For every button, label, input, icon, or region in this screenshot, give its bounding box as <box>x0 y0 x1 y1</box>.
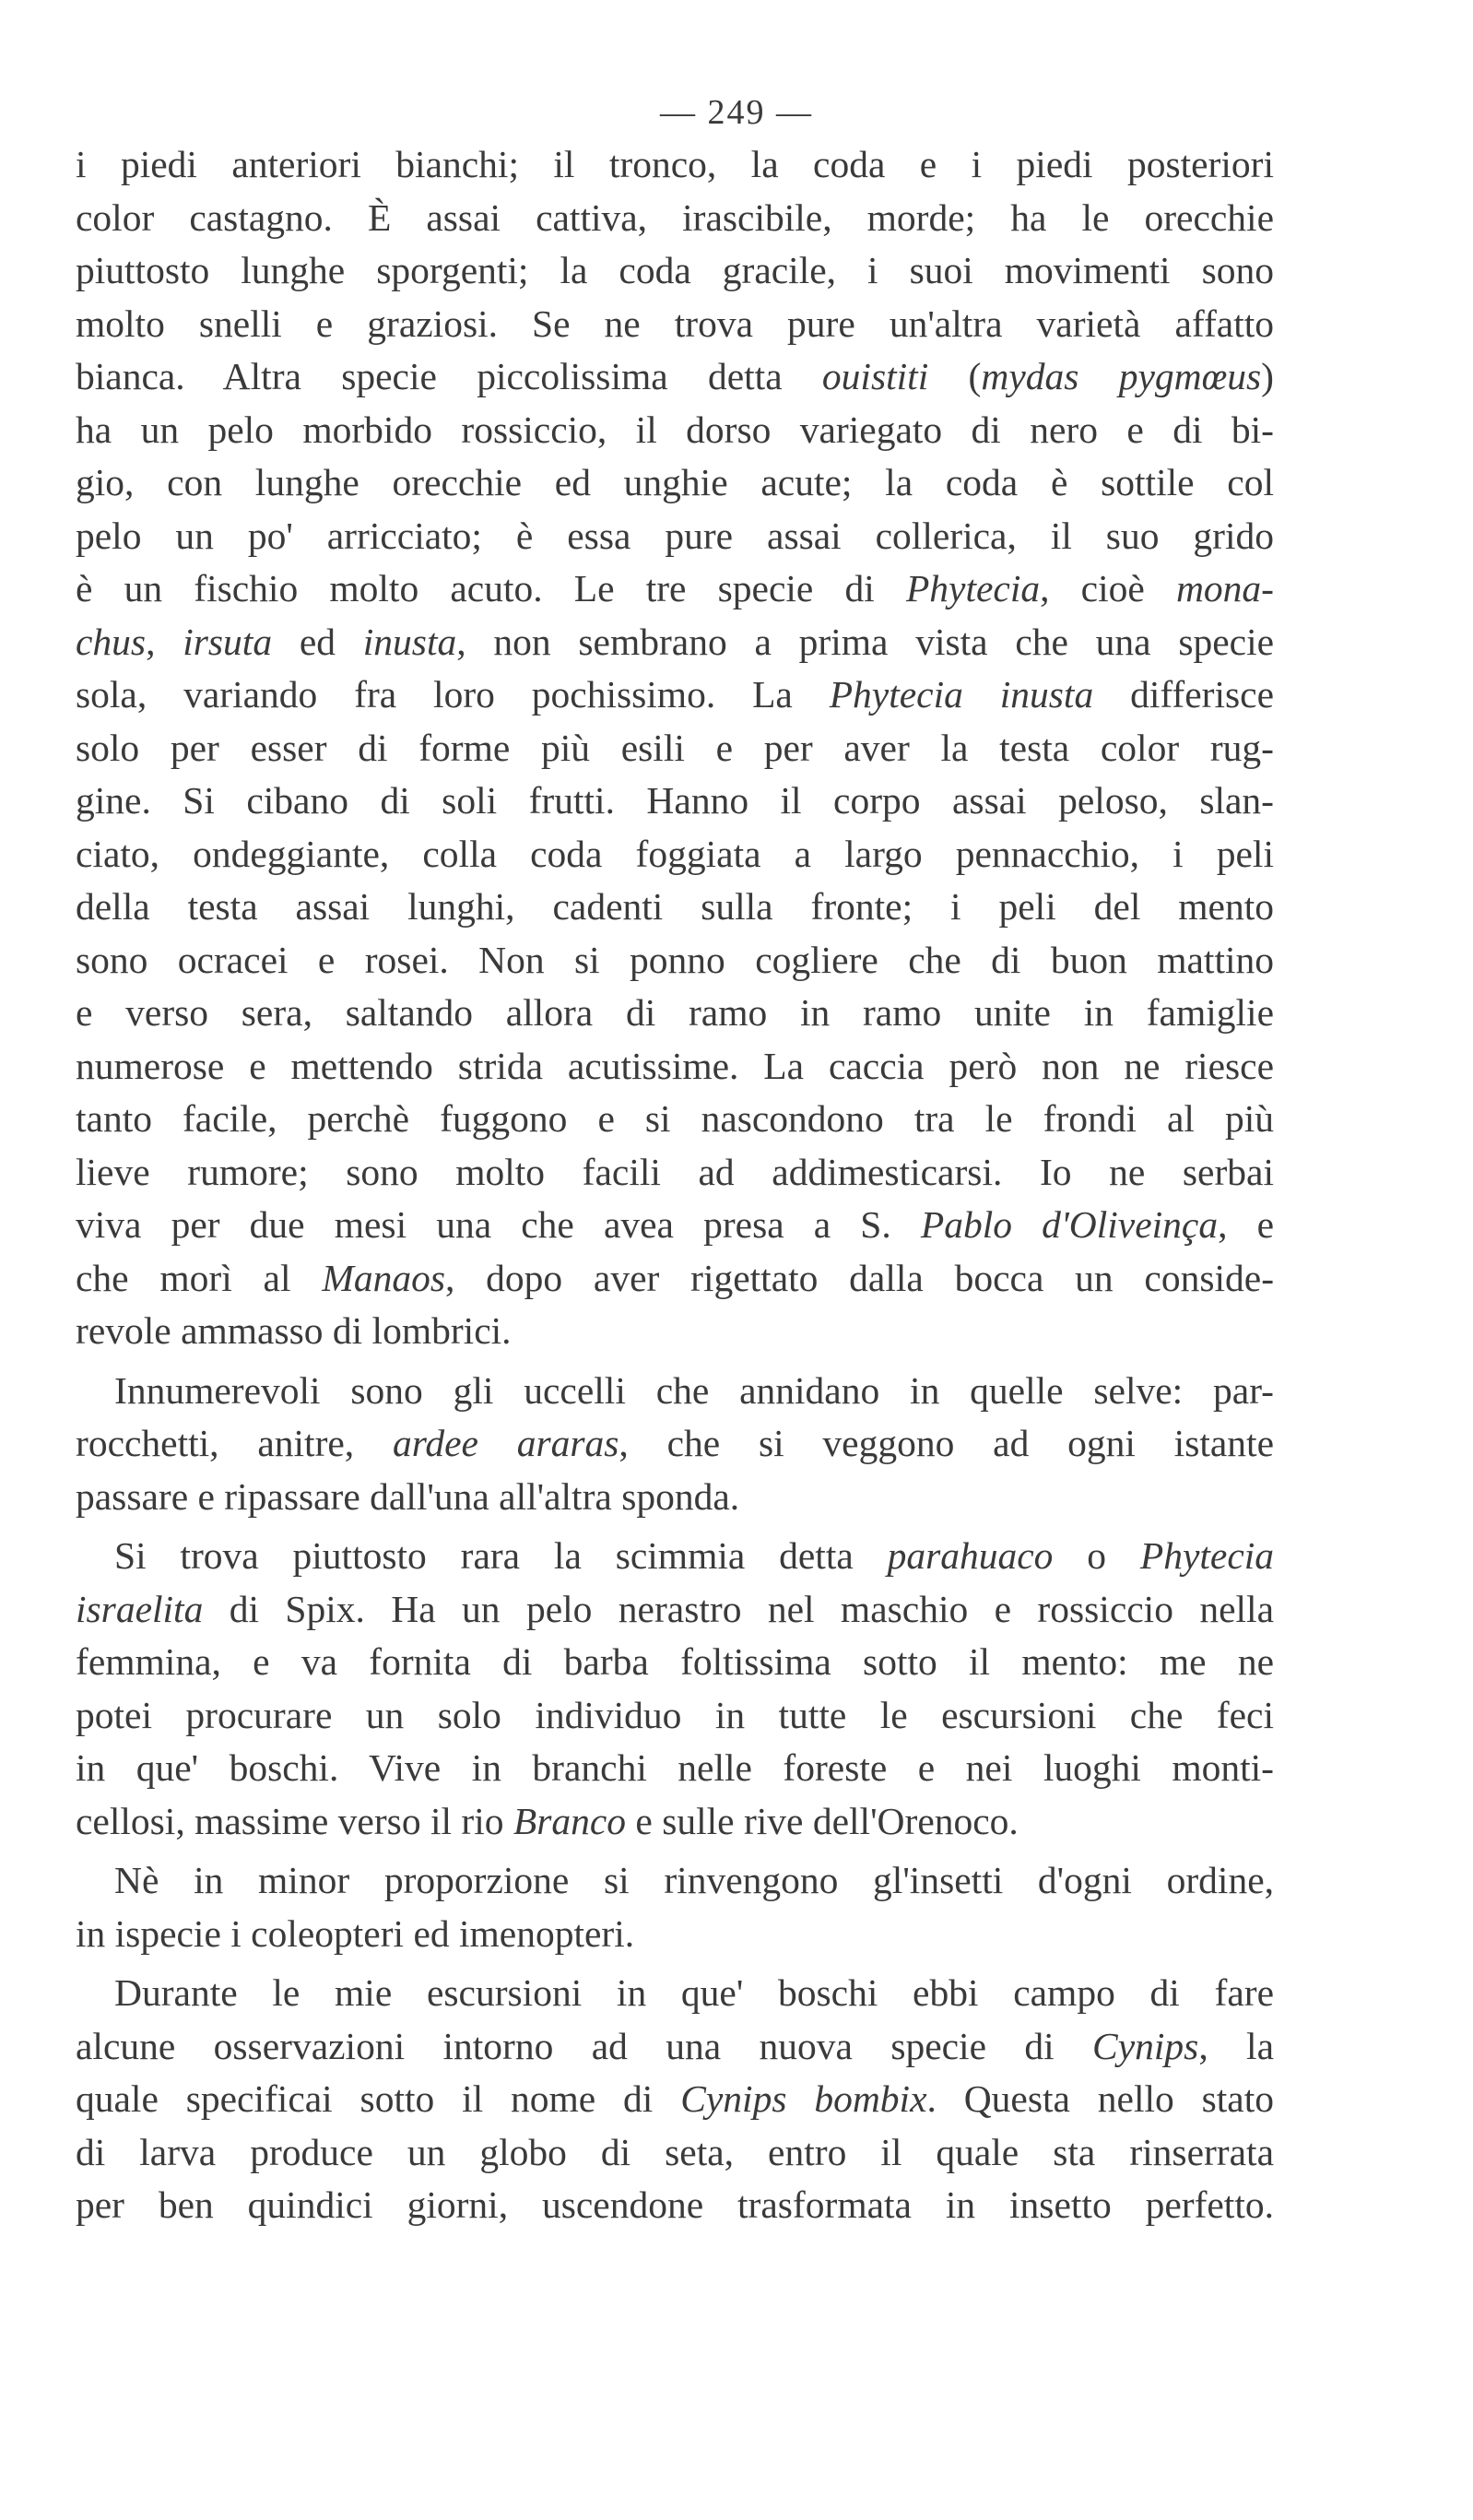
text-segment: ha un pelo morbido rossiccio, il dorso variegato di nero e di bi- <box>76 408 1274 451</box>
text-line <box>76 1471 1274 1524</box>
text-line <box>76 616 1274 669</box>
italic-term: Cynips bombix <box>680 2077 927 2120</box>
text-segment: , dopo aver rigettato dalla bocca un conside- <box>445 1256 1275 1299</box>
text-line <box>76 881 1274 934</box>
text-segment: di Spix. Ha un pelo nerastro nel maschio e rossiccio nella <box>203 1587 1274 1630</box>
text-line <box>76 1305 1274 1358</box>
italic-term: Cynips <box>1092 2024 1199 2067</box>
text-segment: per ben quindici giorni, uscendone trasformata in insetto perfetto. <box>76 2183 1274 2226</box>
text-segment: ) <box>1261 355 1274 397</box>
text-line <box>76 1636 1274 1689</box>
text-line <box>76 828 1274 881</box>
text-line <box>76 456 1274 510</box>
text-segment: i piedi anteriori bianchi; il tronco, la coda e i piedi posteriori <box>76 143 1274 185</box>
body-text <box>76 138 1274 2232</box>
text-line <box>76 1252 1274 1306</box>
text-line <box>76 244 1274 298</box>
text-line <box>76 987 1274 1040</box>
text-line <box>76 1093 1274 1146</box>
text-segment: Si trova piuttosto rara la scimmia detta <box>114 1534 888 1577</box>
italic-term: inusta <box>362 620 457 663</box>
text-segment: molto snelli e graziosi. Se ne trova pure un'altra varietà affatto <box>76 302 1274 345</box>
paragraph-gap <box>76 1358 1274 1365</box>
text-segment: sono ocracei e rosei. Non si ponno cogliere che di buon mattino <box>76 938 1274 981</box>
text-segment: piuttosto lunghe sporgenti; la coda gracile, i suoi movimenti sono <box>76 249 1274 291</box>
text-line <box>76 298 1274 351</box>
text-segment: in ispecie i coleopteri ed imenopteri. <box>76 1911 635 1955</box>
text-segment: tanto facile, perchè fuggono e si nascondono tra le frondi al più <box>76 1097 1274 1140</box>
text-segment: passare e ripassare dall'una all'altra sponda. <box>76 1474 740 1518</box>
text-line <box>76 562 1274 616</box>
text-line <box>76 510 1274 563</box>
italic-term: Phytecia inusta <box>829 673 1094 716</box>
text-segment: numerose e mettendo strida acutissime. La caccia però non ne riesce <box>76 1044 1274 1087</box>
italic-term: israelita <box>76 1587 204 1630</box>
text-line <box>76 1583 1274 1637</box>
text-segment: , e <box>1218 1203 1275 1246</box>
paragraph-gap <box>76 1960 1274 1967</box>
text-segment: bianca. Altra specie piccolissima detta <box>76 355 822 397</box>
text-line <box>76 1530 1274 1583</box>
italic-term: parahuaco <box>887 1534 1054 1577</box>
text-segment: color castagno. È assai cattiva, irascibile, morde; ha le orecchie <box>76 195 1274 239</box>
text-segment: femmina, e va fornita di barba foltissima sotto il mento: me ne <box>76 1640 1274 1683</box>
text-line <box>76 2020 1274 2074</box>
text-line <box>76 1689 1274 1743</box>
text-segment: della testa assai lunghi, cadenti sulla fronte; i peli del mento <box>76 885 1274 928</box>
text-line <box>76 1742 1274 1795</box>
text-line <box>76 1199 1274 1252</box>
text-line <box>76 350 1274 404</box>
italic-term: Manaos <box>322 1256 445 1299</box>
text-line <box>76 2126 1274 2180</box>
text-line <box>76 404 1274 457</box>
text-segment: sola, variando fra loro pochissimo. La <box>76 673 830 716</box>
text-segment: pelo un po' arricciato; è essa pure assai collerica, il suo grido <box>76 514 1274 557</box>
text-segment: , <box>146 620 183 663</box>
italic-term: ardee araras <box>392 1422 619 1464</box>
italic-term: Phytecia <box>905 567 1041 609</box>
text-segment: Nè in minor proporzione si rinvengono gl'insetti d'ogni ordine, <box>114 1859 1274 1901</box>
text-segment: in que' boschi. Vive in branchi nelle foreste e nei luoghi monti- <box>76 1746 1274 1789</box>
text-line <box>76 2179 1274 2232</box>
text-line <box>76 775 1274 828</box>
text-segment: Innumerevoli sono gli uccelli che annidano in quelle selve: par- <box>114 1368 1274 1412</box>
italic-term: irsuta <box>183 620 273 663</box>
text-line <box>76 1040 1274 1094</box>
text-segment: e verso sera, saltando allora di ramo in ramo unite in famiglie <box>76 991 1274 1034</box>
text-line <box>76 722 1274 775</box>
text-segment: gio, con lunghe orecchie ed unghie acute; la coda è sottile col <box>76 461 1274 503</box>
text-line <box>76 1908 1274 1961</box>
paragraph-gap <box>76 1523 1274 1530</box>
text-segment: viva per due mesi una che avea presa a S. <box>76 1203 921 1246</box>
italic-term: ouistiti <box>821 355 929 397</box>
text-segment: e sulle rive dell'Orenoco. <box>626 1799 1019 1842</box>
text-segment: . Questa nello stato <box>926 2077 1274 2120</box>
text-line <box>76 934 1274 988</box>
text-line <box>76 192 1274 245</box>
paragraph-gap <box>76 1848 1274 1854</box>
text-segment: revole ammasso di lombrici. <box>76 1309 512 1352</box>
text-line <box>76 1967 1274 2020</box>
text-segment: potei procurare un solo individuo in tutte le escursioni che feci <box>76 1693 1274 1736</box>
italic-term: Pablo d'Oliveinça <box>920 1203 1219 1246</box>
text-segment: Durante le mie escursioni in que' boschi ebbi campo di fare <box>114 1971 1274 2014</box>
page-number: — 249 — <box>660 93 813 132</box>
text-segment: di larva produce un globo di seta, entro il quale sta rinserrata <box>76 2130 1274 2173</box>
text-line <box>76 1417 1274 1471</box>
italic-term: Phytecia <box>1139 1534 1275 1577</box>
text-segment: ciato, ondeggiante, colla coda foggiata a largo pennacchio, i peli <box>76 832 1274 875</box>
text-segment: , che si veggono ad ogni istante <box>619 1422 1275 1464</box>
text-segment: o <box>1053 1534 1140 1577</box>
text-segment: , cioè <box>1040 567 1176 609</box>
text-segment: è un fischio molto acuto. Le tre specie di <box>76 567 906 609</box>
text-line <box>76 138 1274 192</box>
text-segment: alcune osservazioni intorno ad una nuova specie di <box>76 2024 1093 2067</box>
text-segment: cellosi, massime verso il rio <box>76 1799 513 1842</box>
text-line <box>76 668 1274 722</box>
text-segment: differisce <box>1093 673 1274 716</box>
text-segment: gine. Si cibano di soli frutti. Hanno il corpo assai peloso, slan- <box>76 779 1274 822</box>
italic-term: mydas pygmœus <box>981 355 1262 397</box>
italic-term: Branco <box>513 1799 627 1842</box>
text-segment: solo per esser di forme più esili e per aver la testa color rug- <box>76 726 1274 769</box>
text-segment: ed <box>272 620 363 663</box>
text-segment: quale specificai sotto il nome di <box>76 2077 681 2120</box>
text-segment: ( <box>928 355 982 397</box>
italic-term: mona- <box>1175 567 1274 609</box>
text-segment: rocchetti, anitre, <box>76 1422 393 1464</box>
text-line <box>76 1365 1274 1418</box>
text-line <box>76 1146 1274 1200</box>
text-line <box>76 1795 1274 1849</box>
text-segment: lieve rumore; sono molto facili ad addimesticarsi. Io ne serbai <box>76 1150 1274 1193</box>
text-segment: che morì al <box>76 1256 323 1299</box>
italic-term: chus <box>76 620 147 663</box>
text-line <box>76 2073 1274 2126</box>
text-segment: , non sembrano a prima vista che una specie <box>456 620 1275 663</box>
text-line <box>76 1854 1274 1908</box>
text-segment: , la <box>1198 2024 1275 2067</box>
